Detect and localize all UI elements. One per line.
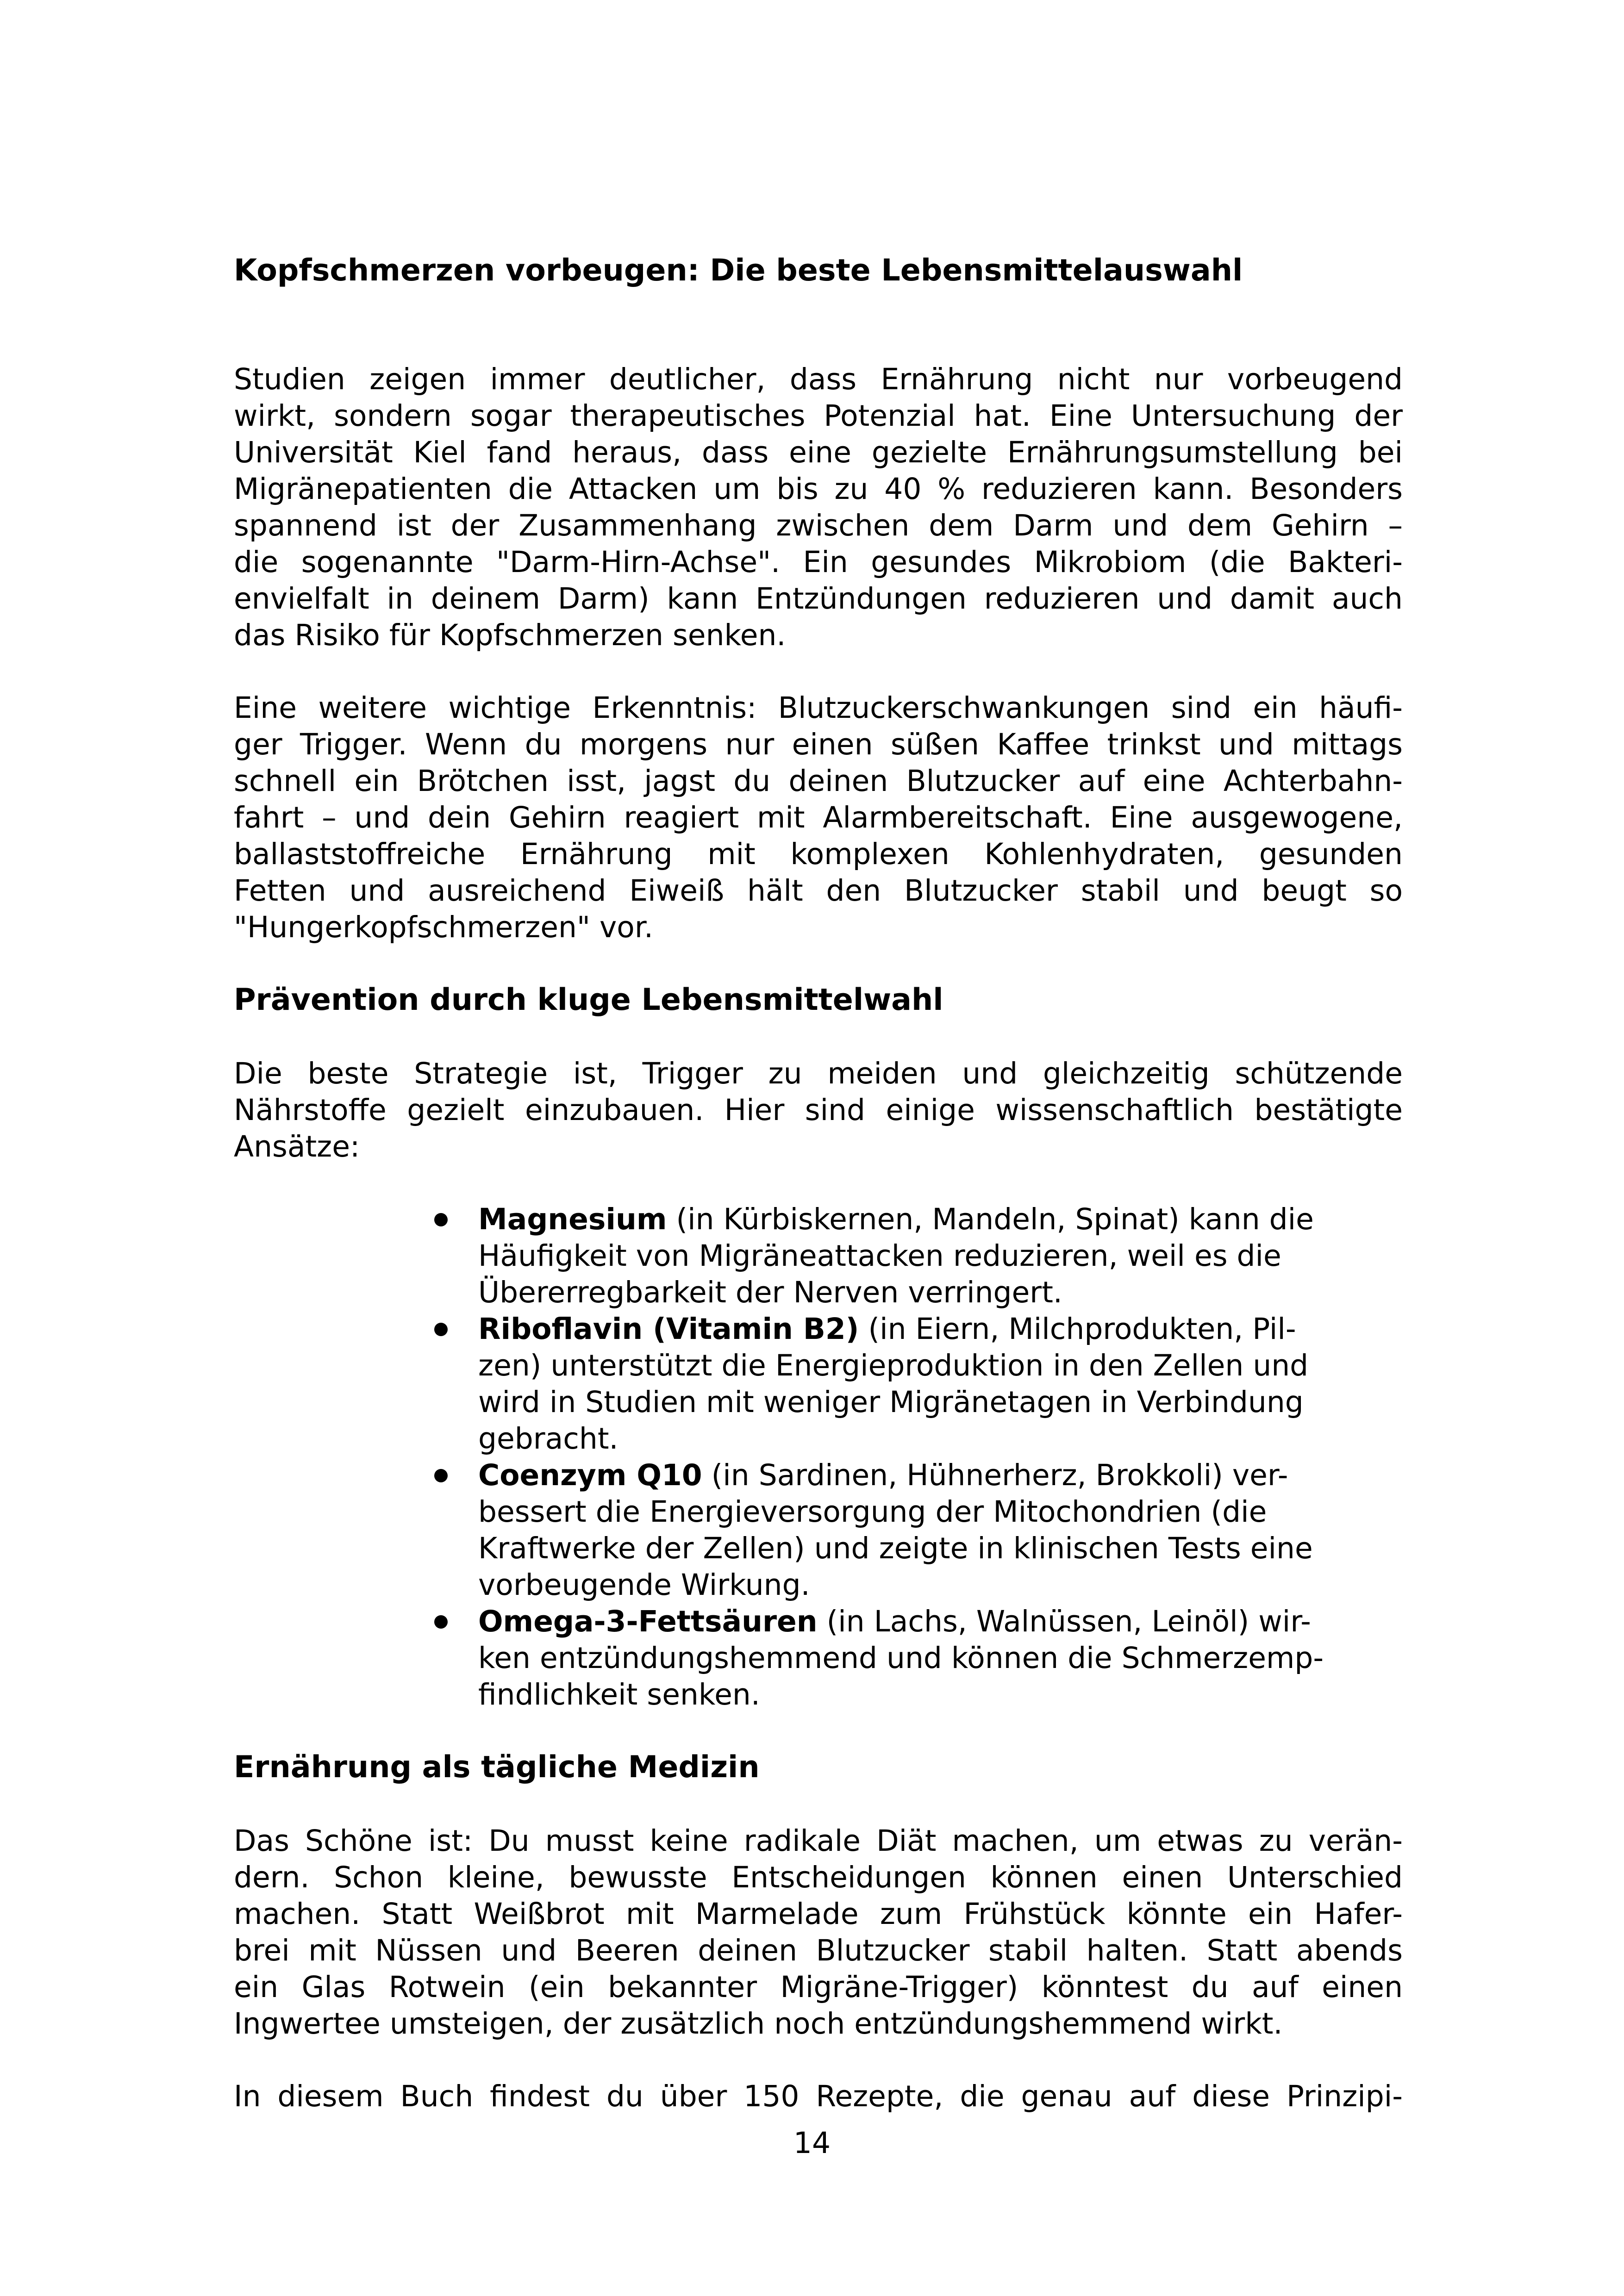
text-line: Ingwertee umsteigen, der zusätzlich noch entzündungshemmend wirkt.: [234, 2007, 1283, 2041]
list-item: [434, 1457, 1389, 1603]
list-item-term: Coenzym Q10: [478, 1458, 702, 1492]
text-line: die sogenannte "Darm-Hirn-Achse". Ein gesundes Mikrobiom (die Bakteri-: [234, 545, 1403, 579]
text-line: In diesem Buch findest du über 150 Rezepte, die genau auf diese Prinzipi-: [234, 2079, 1403, 2113]
list-item-text: (in Kürbiskernen, Mandeln, Spinat) kann die: [667, 1202, 1314, 1236]
text-line: gebracht.: [478, 1422, 618, 1456]
text-line: "Hungerkopfschmerzen" vor.: [234, 910, 653, 944]
text-line: envielfalt in deinem Darm) kann Entzündungen reduzieren und damit auch: [234, 582, 1403, 616]
paragraph-daily-medicine: [234, 1823, 1403, 2042]
text-line: ken entzündungshemmend und können die Schmerzemp-: [478, 1641, 1324, 1675]
text-line: Nährstoffe gezielt einzubauen. Hier sind einige wissenschaftlich bestätigte: [234, 1093, 1403, 1127]
text-line: ein Glas Rotwein (ein bekannter Migräne-Trigger) könntest du auf einen: [234, 1970, 1403, 2004]
text-line: das Risiko für Kopfschmerzen senken.: [234, 618, 786, 652]
section-heading-medicine: Ernährung als tägliche Medizin: [234, 1750, 760, 1785]
list-item: [434, 1311, 1389, 1457]
text-line: Häufigkeit von Migräneattacken reduzieren, weil es die: [478, 1239, 1281, 1273]
paragraph-blood-sugar: [234, 690, 1403, 946]
text-line: fahrt – und dein Gehirn reagiert mit Alarmbereitschaft. Eine ausgewogene,: [234, 801, 1403, 834]
text-line: Studien zeigen immer deutlicher, dass Ernährung nicht nur vorbeugend: [234, 362, 1403, 396]
page-number: 14: [793, 2126, 831, 2160]
nutrient-list: [434, 1201, 1389, 1713]
text-line: schnell ein Brötchen isst, jagst du deinen Blutzucker auf eine Achterbahn-: [234, 764, 1403, 798]
list-item: [434, 1201, 1389, 1311]
text-line: Ansätze:: [234, 1130, 360, 1164]
bullet-icon: [434, 1469, 448, 1482]
list-item-first-line: [478, 1603, 1389, 1640]
section-heading-prevention: Prävention durch kluge Lebensmittelwahl: [234, 983, 943, 1017]
text-line: Migränepatienten die Attacken um bis zu 40 % reduzieren kann. Besonders: [234, 472, 1403, 506]
list-item-text: (in Sardinen, Hühnerherz, Brokkoli) ver-: [702, 1458, 1288, 1492]
text-line: Die beste Strategie ist, Trigger zu meiden und gleichzeitig schützende: [234, 1057, 1403, 1090]
list-item-first-line: [478, 1311, 1389, 1347]
paragraph-recipes: [234, 2078, 1403, 2115]
text-line: wirkt, sondern sogar therapeutisches Potenzial hat. Eine Untersuchung der: [234, 399, 1403, 433]
text-line: Kraftwerke der Zellen) und zeigte in klinischen Tests eine: [478, 1531, 1313, 1565]
list-item-first-line: [478, 1457, 1389, 1493]
page-content: [234, 252, 1403, 2151]
text-line: spannend ist der Zusammenhang zwischen dem Darm und dem Gehirn –: [234, 509, 1403, 542]
text-line: vorbeugende Wirkung.: [478, 1568, 810, 1602]
list-item: [434, 1603, 1389, 1713]
text-line: Universität Kiel fand heraus, dass eine gezielte Ernährungsumstellung bei: [234, 436, 1403, 469]
text-line: ger Trigger. Wenn du morgens nur einen süßen Kaffee trinkst und mittags: [234, 728, 1403, 761]
chapter-title: Kopfschmerzen vorbeugen: Die beste Lebensmittelauswahl: [234, 253, 1243, 288]
bullet-icon: [434, 1213, 448, 1226]
text-line: wird in Studien mit weniger Migränetagen in Verbindung: [478, 1385, 1304, 1419]
text-line: ballaststoffreiche Ernährung mit komplexen Kohlenhydraten, gesunden: [234, 837, 1403, 871]
text-line: Eine weitere wichtige Erkenntnis: Blutzuckerschwankungen sind ein häufi-: [234, 691, 1403, 725]
list-item-text: (in Lachs, Walnüssen, Leinöl) wir-: [817, 1605, 1311, 1638]
text-line: Übererregbarkeit der Nerven verringert.: [478, 1276, 1062, 1309]
list-item-term: Riboflavin (Vitamin B2): [478, 1312, 859, 1346]
text-line: zen) unterstützt die Energieproduktion in den Zellen und: [478, 1349, 1309, 1382]
bullet-icon: [434, 1323, 448, 1336]
list-item-text: (in Eiern, Milchprodukten, Pil-: [859, 1312, 1296, 1346]
paragraph-strategy: [234, 1055, 1403, 1165]
text-line: Das Schöne ist: Du musst keine radikale Diät machen, um etwas zu verän-: [234, 1824, 1403, 1858]
text-line: bessert die Energieversorgung der Mitochondrien (die: [478, 1495, 1267, 1529]
bullet-icon: [434, 1615, 448, 1629]
text-line: Fetten und ausreichend Eiweiß hält den Blutzucker stabil und beugt so: [234, 874, 1403, 908]
text-line: dern. Schon kleine, bewusste Entscheidungen können einen Unterschied: [234, 1860, 1403, 1894]
text-line: brei mit Nüssen und Beeren deinen Blutzucker stabil halten. Statt abends: [234, 1934, 1403, 1967]
paragraph-intro: [234, 361, 1403, 653]
list-item-term: Omega-3-Fettsäuren: [478, 1605, 818, 1638]
list-item-term: Magnesium: [478, 1202, 667, 1236]
text-line: machen. Statt Weißbrot mit Marmelade zum Frühstück könnte ein Hafer-: [234, 1897, 1403, 1931]
text-line: findlichkeit senken.: [478, 1678, 760, 1711]
list-item-first-line: [478, 1201, 1389, 1238]
